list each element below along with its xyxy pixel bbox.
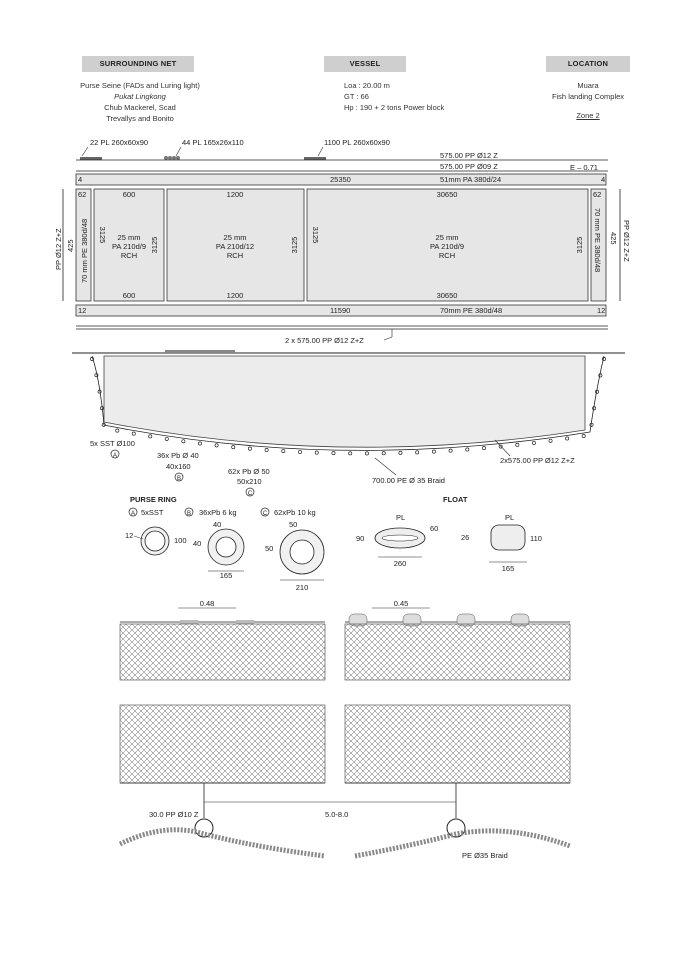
location-complex: Fish landing Complex <box>551 92 625 101</box>
purse-ring <box>399 451 402 454</box>
float-pl2-d2: 110 <box>530 534 542 543</box>
bottom-selvedge-length: 11590 <box>330 306 351 315</box>
ring-a-inner: 12 <box>125 531 134 540</box>
net-plan <box>54 138 631 345</box>
header-surrounding-net: SURROUNDING NET <box>82 56 194 72</box>
float-pl1-d2: 60 <box>430 524 439 533</box>
profile-float-cluster <box>165 350 235 353</box>
left-side-rope-label: PP Ø12 Z+Z <box>54 228 63 270</box>
float-pl2-drawing <box>461 513 542 573</box>
purse-ring <box>215 444 218 447</box>
panel-2-material: PA 210d/12 <box>215 242 255 251</box>
panel-2-top: 1200 <box>226 190 244 199</box>
panel-3-bottom: 30650 <box>436 291 458 300</box>
bottom-rope-label: 2x575.00 PP Ø12 Z+Z <box>500 456 575 465</box>
purse-ring <box>298 450 301 453</box>
float-pl2-length: 165 <box>501 564 515 573</box>
location-place: Muara <box>577 81 599 90</box>
purse-ring <box>116 429 119 432</box>
float-pl1-label: PL <box>396 513 406 522</box>
panel-1-top: 600 <box>122 190 136 199</box>
panel-2-knot: RCH <box>226 251 244 260</box>
panel-1-knot: RCH <box>120 251 138 260</box>
pb40-ring-label: 36x Pb Ø 40 <box>157 451 199 460</box>
header-vessel: VESSEL <box>324 56 406 72</box>
purse-ring <box>198 442 201 445</box>
purse-ring <box>549 439 552 442</box>
mesh-bottom-left <box>120 705 325 783</box>
top-selvedge-left: 4 <box>78 175 83 184</box>
float-group-left <box>80 138 148 160</box>
ring-a-code: A <box>130 511 136 517</box>
panel-1-depth-right: 3125 <box>150 236 159 254</box>
panel-3-mesh: 25 mm <box>435 233 459 242</box>
mesh-bottom-right <box>345 705 570 783</box>
pb50-ring-label: 62x Pb Ø 50 <box>228 467 270 476</box>
panel-2-depth-right: 3125 <box>290 236 299 254</box>
float-pl2-d1: 26 <box>461 533 470 542</box>
bottom-selvedge-material: 70mm PE 380d/48 <box>440 306 503 315</box>
float-group-right <box>304 138 390 160</box>
purse-ring <box>432 450 435 453</box>
top-selvedge-right: 4 <box>601 175 606 184</box>
purse-ring <box>416 451 419 454</box>
location-zone: Zone 2 <box>576 111 600 120</box>
mesh-top-left <box>120 624 325 680</box>
purse-ring <box>365 452 368 455</box>
float-label-c: 1100 PL 260x60x90 <box>324 138 390 147</box>
purse-ring <box>602 357 605 360</box>
right-wing-count: 62 <box>593 190 602 199</box>
lead-line-label: 2 x 575.00 PP Ø12 Z+Z <box>285 336 364 345</box>
top-selvedge-material: 51mm PA 380d/24 <box>440 175 502 184</box>
net-target-2: Trevallys and Bonito <box>106 114 174 123</box>
pb40-code: B <box>176 476 182 482</box>
rigging-detail <box>120 599 570 860</box>
ring-b-drawing <box>193 520 244 580</box>
ring-c-code: C <box>262 511 268 517</box>
ring-a-drawing <box>125 527 187 555</box>
left-wing-material: 70 mm PE 380d/48 <box>80 218 89 283</box>
purse-ring <box>449 449 452 452</box>
float-spacing-left: 0.48 <box>199 599 215 608</box>
float-pl1-drawing <box>356 513 438 568</box>
bridle-label: 30.0 PP Ø10 Z <box>149 810 199 819</box>
ring-c-label: 62xPb 10 kg <box>274 508 316 517</box>
purse-ring <box>532 441 535 444</box>
left-wing-count: 62 <box>78 190 87 199</box>
panel-3-top: 30650 <box>436 190 458 199</box>
float-title: FLOAT <box>443 495 468 504</box>
purse-ring <box>482 447 485 450</box>
purse-ring <box>582 434 585 437</box>
sst-code: A <box>112 453 118 459</box>
right-wing-depth: 425 <box>609 232 618 245</box>
purse-ring-section <box>125 495 324 592</box>
panel-3-knot: RCH <box>438 251 456 260</box>
purse-ring <box>248 447 251 450</box>
vessel-gt: GT : 66 <box>344 92 369 101</box>
float-spacing-right: 0.45 <box>393 599 409 608</box>
ring-c-top: 50 <box>289 520 298 529</box>
purse-ring <box>282 449 285 452</box>
ring-c-width: 210 <box>295 583 309 592</box>
purse-ring <box>349 452 352 455</box>
purse-ring <box>315 451 318 454</box>
purse-ring <box>466 448 469 451</box>
ring-b-code: B <box>186 511 192 517</box>
purse-ring <box>165 437 168 440</box>
purse-ring <box>265 448 268 451</box>
purse-line-label: 700.00 PE Ø 35 Braid <box>372 476 445 485</box>
top-selvedge-length: 25350 <box>330 175 351 184</box>
float-pl1-length: 260 <box>393 559 407 568</box>
ring-c-side: 50 <box>265 544 274 553</box>
profile-net-body <box>104 356 585 447</box>
purse-ring <box>95 374 98 377</box>
ring-b-width: 165 <box>219 571 233 580</box>
vessel-hp: Hp : 190 + 2 tons Power block <box>344 103 445 112</box>
float-pl1-d1: 90 <box>356 534 365 543</box>
ring-a-outer: 100 <box>174 536 187 545</box>
top-rope-1-label: 575.00 PP Ø12 Z <box>440 151 498 160</box>
purse-ring <box>382 452 385 455</box>
purse-ring <box>332 451 335 454</box>
purse-ring <box>182 440 185 443</box>
ring-b-label: 36xPb 6 kg <box>199 508 237 517</box>
left-wing-depth: 425 <box>66 239 75 252</box>
purse-ring <box>499 445 502 448</box>
right-wing-material: 70 mm PE 380d/48 <box>593 208 602 273</box>
vessel-loa: Loa : 20.00 m <box>344 81 390 90</box>
panel-1-bottom: 600 <box>122 291 136 300</box>
purse-ring <box>149 435 152 438</box>
panel-2-bottom: 1200 <box>226 291 244 300</box>
ring-c-drawing <box>265 520 324 592</box>
bottom-selvedge-left: 12 <box>78 306 87 315</box>
purse-ring <box>232 446 235 449</box>
panel-1-mesh: 25 mm <box>117 233 141 242</box>
float-label-a: 22 PL 260x60x90 <box>90 138 149 147</box>
purse-ring-title: PURSE RING <box>130 495 177 504</box>
pb50-code: C <box>247 491 253 497</box>
bottom-selvedge-right: 12 <box>597 306 606 315</box>
float-label-b: 44 PL 165x26x110 <box>182 138 244 147</box>
net-type: Purse Seine (FADs and Luring light) <box>80 81 200 90</box>
purse-ring <box>566 437 569 440</box>
float-section <box>356 495 542 573</box>
ring-b-top: 40 <box>213 520 222 529</box>
net-target-1: Chub Mackerel, Scad <box>104 103 176 112</box>
pb50-size: 50x210 <box>237 477 262 486</box>
panel-1-material: PA 210d/9 <box>111 242 147 251</box>
braid-left <box>120 830 325 856</box>
panel-3-material: PA 210d/9 <box>429 242 465 251</box>
sst-ring-label: 5x SST Ø100 <box>90 439 135 448</box>
float-pl2-label: PL <box>505 513 515 522</box>
ring-span-label: 5.0-8.0 <box>325 810 349 819</box>
panel-3-depth-left: 3125 <box>311 226 320 244</box>
header-location: LOCATION <box>546 56 630 72</box>
panel-1-depth-left: 3125 <box>98 226 107 244</box>
ring-b-side: 40 <box>193 539 202 548</box>
net-local-name: Pukat Lingkong <box>114 92 166 101</box>
net-profile <box>72 350 625 497</box>
purse-ring <box>516 443 519 446</box>
panel-3-depth-right: 3125 <box>575 236 584 254</box>
hanging-ratio: E – 0.71 <box>570 163 598 172</box>
panel-2-mesh: 25 mm <box>223 233 247 242</box>
top-rope-2-label: 575.00 PP Ø09 Z <box>440 162 498 171</box>
braid-label: PE Ø35 Braid <box>462 851 508 860</box>
purse-ring <box>132 432 135 435</box>
pb40-size: 40x160 <box>166 462 191 471</box>
right-side-rope-label: PP Ø12 Z+Z <box>622 220 631 262</box>
ring-a-label: 5xSST <box>141 508 164 517</box>
mesh-top-right <box>345 624 570 680</box>
float-group-middle <box>164 138 244 160</box>
